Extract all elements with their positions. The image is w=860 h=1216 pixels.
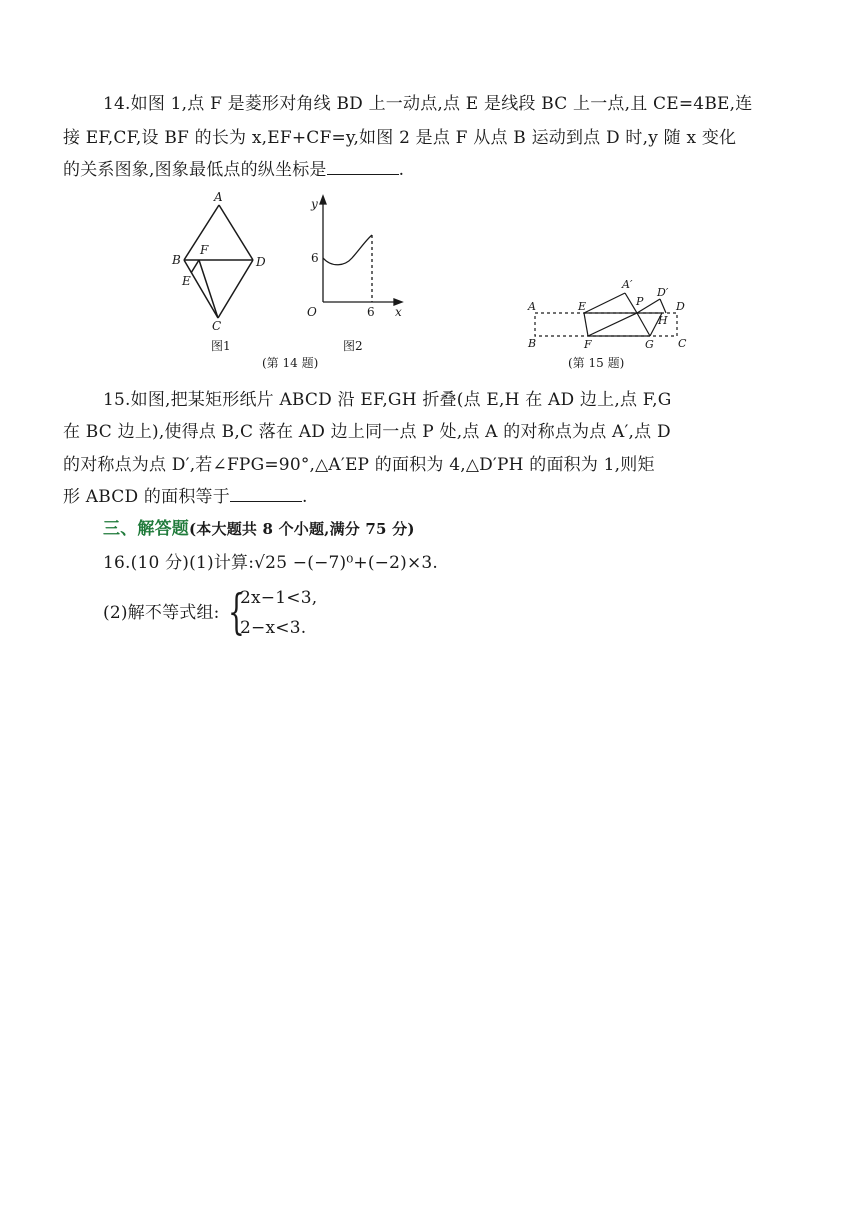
section-3-title: 三、解答题 — [103, 519, 189, 539]
q15-figure — [535, 293, 677, 336]
fig15-label-h: H — [658, 314, 668, 327]
rhombus-edge-bc — [184, 260, 218, 318]
fig2-x-label: x — [395, 305, 402, 319]
fig15-label-p: P — [636, 295, 644, 308]
q14-figure-2 — [320, 196, 402, 305]
inequality-brace: { — [228, 584, 245, 640]
rhombus-edge-dc — [218, 260, 253, 318]
fig15-label-aprime: A′ — [622, 278, 633, 291]
fig15-label-g: G — [645, 338, 654, 351]
fig2-x-tick: 6 — [367, 305, 375, 319]
q15-line-2: 在 BC 边上),使得点 B,C 落在 AD 边上同一点 P 处,点 A 的对称点为点 A′,点 D — [63, 422, 671, 442]
fig2-y-tick: 6 — [311, 251, 319, 265]
q14-line-1: 14.如图 1,点 F 是菱形对角线 BD 上一动点,点 E 是线段 BC 上一点,且 CE=4BE,连 — [103, 94, 753, 114]
q14-figure-1 — [184, 205, 253, 318]
q16-inequality-2: 2−x<3. — [240, 618, 307, 638]
fig1-label-a: A — [214, 190, 223, 204]
fig1-caption: 图1 — [211, 339, 231, 353]
function-curve — [323, 235, 372, 265]
section-3-note: (本大题共 8 个小题,满分 75 分) — [189, 520, 415, 538]
q15-caption: (第 15 题) — [568, 356, 625, 370]
q15-line-1: 15.如图,把某矩形纸片 ABCD 沿 EF,GH 折叠(点 E,H 在 AD 边上,点 F,G — [103, 390, 672, 410]
segment-p-g — [637, 313, 650, 336]
fig2-caption: 图2 — [343, 339, 363, 353]
fig15-label-f: F — [584, 338, 592, 351]
q14-line-3-end: . — [398, 160, 405, 180]
fig15-label-c: C — [678, 337, 687, 350]
q15-line-4-text: 形 ABCD 的面积等于 — [63, 487, 230, 507]
fig1-label-e: E — [182, 274, 191, 288]
section-3-header — [103, 519, 415, 539]
q15-line-3: 的对称点为点 D′,若∠FPG=90°,△A′EP 的面积为 4,△D′PH 的面积为 1,则矩 — [63, 455, 655, 475]
segment-e-aprime — [584, 293, 625, 313]
q16-part-2-prefix: (2)解不等式组: — [103, 603, 220, 623]
q16-part-1: 16.(10 分)(1)计算:√25 −(−7)⁰+(−2)×3. — [103, 553, 439, 573]
q14-caption: (第 14 题) — [262, 356, 319, 370]
q15-line-4-end: . — [301, 487, 308, 507]
q14-line-3-text: 的关系图象,图象最低点的纵坐标是 — [63, 160, 327, 180]
fig15-label-d: D — [676, 300, 685, 313]
q15-line-4 — [63, 487, 308, 507]
fig15-label-dprime: D′ — [657, 286, 669, 299]
q16-inequality-1: 2x−1<3, — [240, 588, 318, 608]
fig1-label-d: D — [256, 255, 266, 269]
y-axis-arrow — [320, 196, 326, 204]
segment-fe — [191, 260, 199, 273]
fig1-label-f: F — [200, 243, 209, 257]
rhombus-edge-ad — [219, 205, 253, 260]
fig2-y-label: y — [311, 197, 318, 211]
fig1-label-b: B — [172, 253, 181, 267]
fig15-label-b: B — [528, 337, 537, 350]
fig1-label-c: C — [212, 319, 222, 333]
fig15-label-e: E — [578, 300, 587, 313]
q14-line-2: 接 EF,CF,设 BF 的长为 x,EF+CF=y,如图 2 是点 F 从点 B 运动到点 D 时,y 随 x 变化 — [63, 128, 737, 148]
segment-dprime-h — [660, 299, 666, 313]
fig2-origin-label: O — [307, 305, 317, 319]
fig15-label-a: A — [528, 300, 536, 313]
segment-p-f — [588, 313, 637, 336]
q15-answer-blank — [230, 487, 302, 502]
fold-line-ef — [584, 313, 588, 336]
